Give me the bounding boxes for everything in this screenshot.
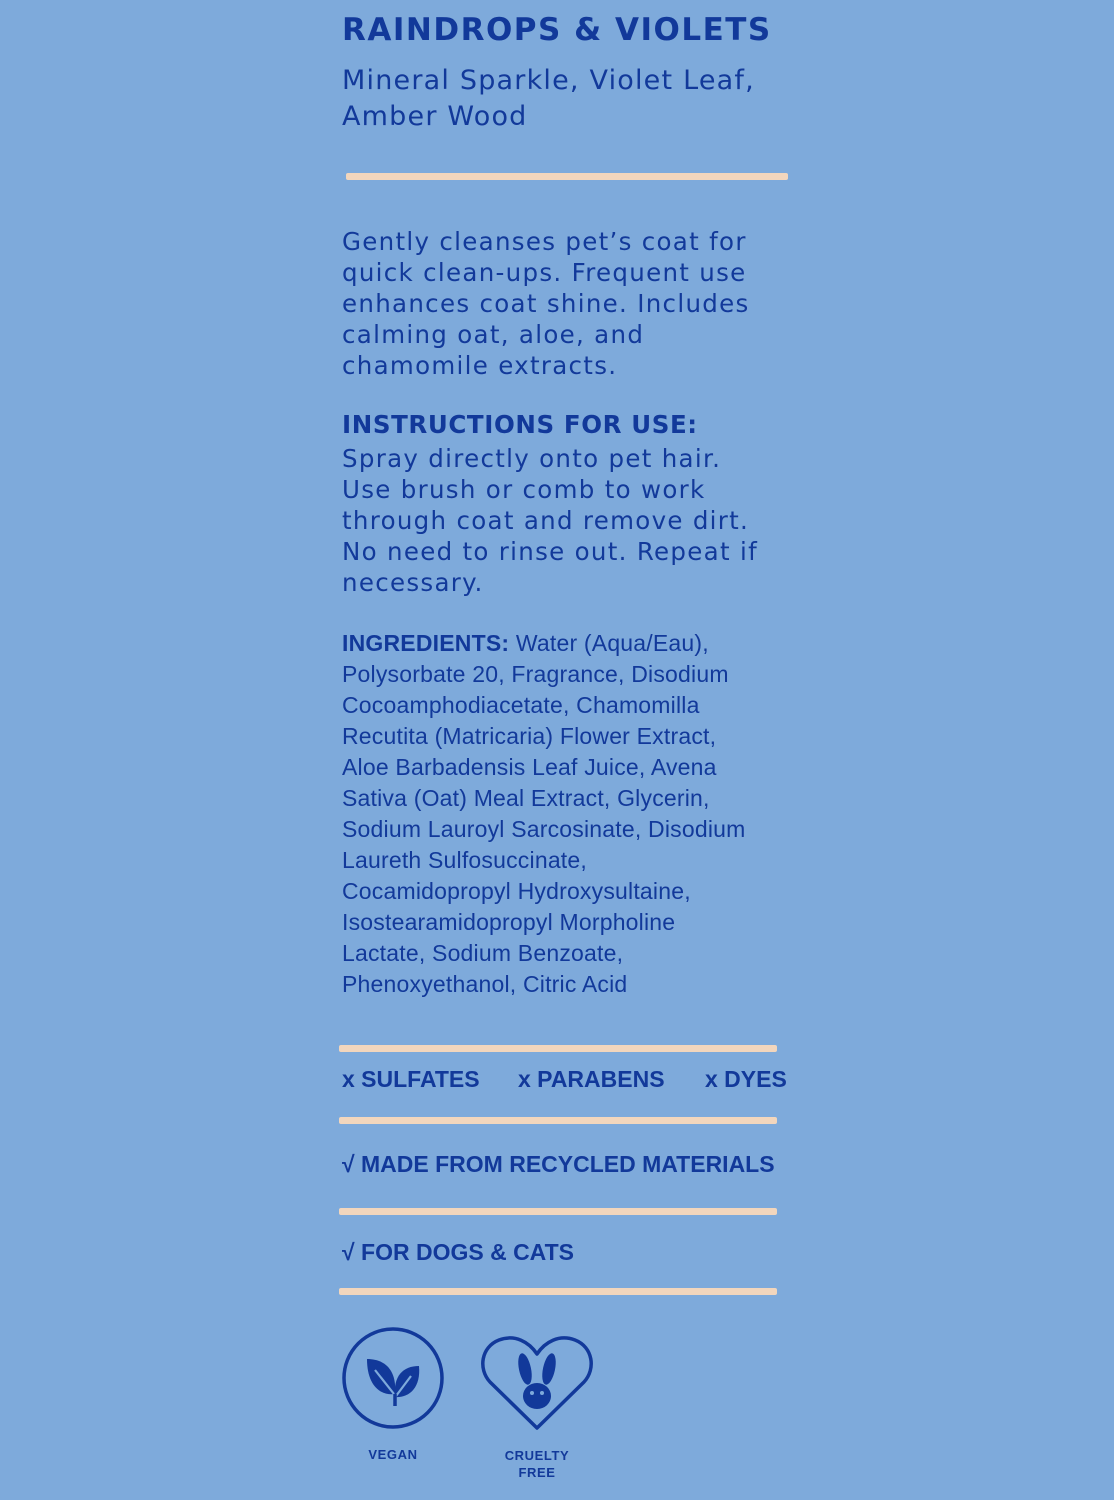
instructions-text [342, 443, 758, 598]
instructions-line: through coat and remove dirt. [342, 506, 750, 535]
cruelty-free-badge [478, 1332, 596, 1481]
instructions-line: No need to rinse out. Repeat if [342, 537, 758, 566]
free-from-parabens: x PARABENS [518, 1066, 665, 1092]
ingredients-line: Recutita (Matricaria) Flower Extract, [342, 723, 717, 749]
description-line: chamomile extracts. [342, 351, 618, 380]
vegan-badge [340, 1326, 446, 1463]
divider [339, 1045, 777, 1052]
instructions-line: Use brush or comb to work [342, 475, 706, 504]
ingredients-line: Cocoamphodiacetate, Chamomilla [342, 692, 700, 718]
instructions-heading: INSTRUCTIONS FOR USE: [342, 410, 698, 439]
description-line: enhances coat shine. Includes [342, 289, 750, 318]
product-title: RAINDROPS & VIOLETS [342, 12, 772, 48]
ingredients-line: Aloe Barbadensis Leaf Juice, Avena [342, 754, 717, 780]
ingredients-line: Cocamidopropyl Hydroxysultaine, [342, 878, 691, 904]
recycled-materials-claim: √ MADE FROM RECYCLED MATERIALS [342, 1151, 775, 1177]
instructions-line: Spray directly onto pet hair. [342, 444, 722, 473]
divider [339, 1288, 777, 1295]
ingredients-line: Lactate, Sodium Benzoate, [342, 940, 624, 966]
scent-notes-line: Amber Wood [342, 101, 528, 132]
description-line: Gently cleanses pet’s coat for [342, 227, 747, 256]
divider [346, 173, 788, 180]
description-line: quick clean-ups. Frequent use [342, 258, 747, 287]
leaf-icon [341, 1326, 445, 1430]
dogs-cats-claim: √ FOR DOGS & CATS [342, 1239, 574, 1265]
ingredients-line: Sodium Lauroyl Sarcosinate, Disodium [342, 816, 746, 842]
ingredients-heading: INGREDIENTS: [342, 630, 510, 656]
bunny-heart-icon [478, 1332, 596, 1432]
ingredients-line [342, 628, 746, 659]
divider [339, 1117, 777, 1124]
product-description [342, 226, 750, 381]
ingredients-line: Sativa (Oat) Meal Extract, Glycerin, [342, 785, 710, 811]
ingredients-line: Phenoxyethanol, Citric Acid [342, 971, 628, 997]
cruelty-free-label-line: CRUELTY [504, 1448, 570, 1463]
vegan-label: VEGAN [368, 1447, 418, 1462]
cruelty-free-label-line: FREE [518, 1465, 556, 1480]
ingredients-text: Water (Aqua/Eau), [509, 630, 709, 656]
scent-notes [342, 63, 755, 135]
cruelty-free-label [478, 1447, 596, 1481]
ingredients-line: Polysorbate 20, Fragrance, Disodium [342, 661, 729, 687]
ingredients-list [342, 628, 746, 1000]
ingredients-line: Laureth Sulfosuccinate, [342, 847, 587, 873]
ingredients-line: Isostearamidopropyl Morpholine [342, 909, 676, 935]
free-from-dyes: x DYES [705, 1066, 787, 1092]
instructions-line: necessary. [342, 568, 484, 597]
free-from-sulfates: x SULFATES [342, 1066, 480, 1092]
divider [339, 1208, 777, 1215]
description-line: calming oat, aloe, and [342, 320, 645, 349]
scent-notes-line: Mineral Sparkle, Violet Leaf, [342, 65, 755, 96]
